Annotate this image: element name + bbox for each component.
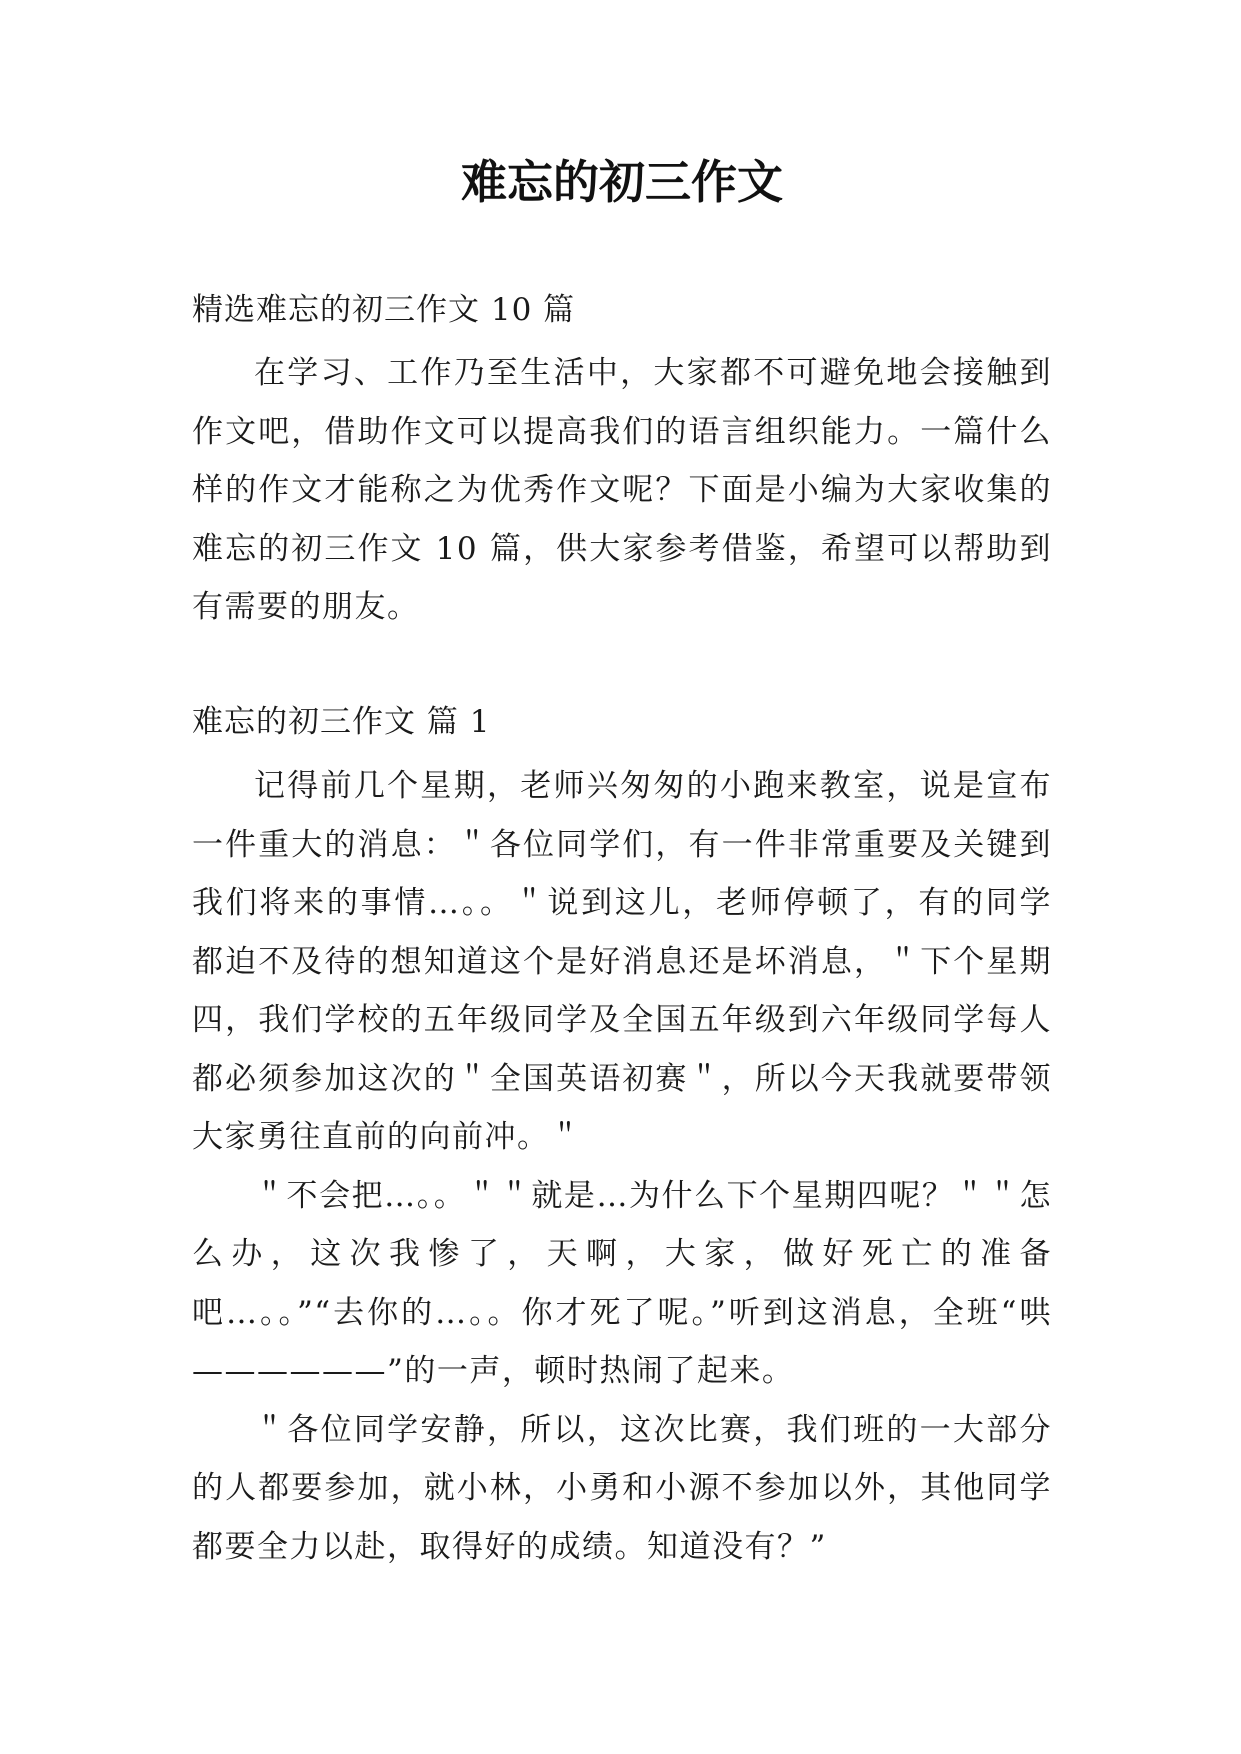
- essay-paragraph: ＂不会把…。。＂＂就是…为什么下个星期四呢？＂＂怎么办，这次我惨了，天啊，大家，做好死亡的准备吧…。。”“去你的…。。你才死了呢。”听到这消息，全班“哄——————”的一声，顿时热闹了起来。: [192, 1177, 1052, 1389]
- essay-paragraph: 记得前几个星期，老师兴匆匆的小跑来教室，说是宣布一件重大的消息：＂各位同学们，有一件非常重要及关键到我们将来的事情…。。＂说到这儿，老师停顿了，有的同学都迫不及待的想知道这个是好消息还是坏消息，＂下个星期四，我们学校的五年级同学及全国五年级到六年级同学每人都必须参加这次的＂全国英语初赛＂，所以今天我就要带领大家勇往直前的向前冲。＂: [192, 768, 1052, 1155]
- document-title: 难忘的初三作文: [461, 155, 783, 209]
- intro-paragraph: 在学习、工作乃至生活中，大家都不可避免地会接触到作文吧，借助作文可以提高我们的语言组织能力。一篇什么样的作文才能称之为优秀作文呢？下面是小编为大家收集的难忘的初三作文 10 篇，供大家参考借鉴，希望可以帮助到有需要的朋友。: [192, 355, 1052, 625]
- document-subtitle: 精选难忘的初三作文 10 篇: [192, 292, 576, 328]
- section-heading: 难忘的初三作文 篇 1: [192, 704, 491, 740]
- intro-block: [192, 344, 1052, 637]
- essay-body: [192, 757, 1052, 1576]
- essay-paragraph: ＂各位同学安静，所以，这次比赛，我们班的一大部分的人都要参加，就小林，小勇和小源不参加以外，其他同学都要全力以赴，取得好的成绩。知道没有？”: [192, 1411, 1052, 1565]
